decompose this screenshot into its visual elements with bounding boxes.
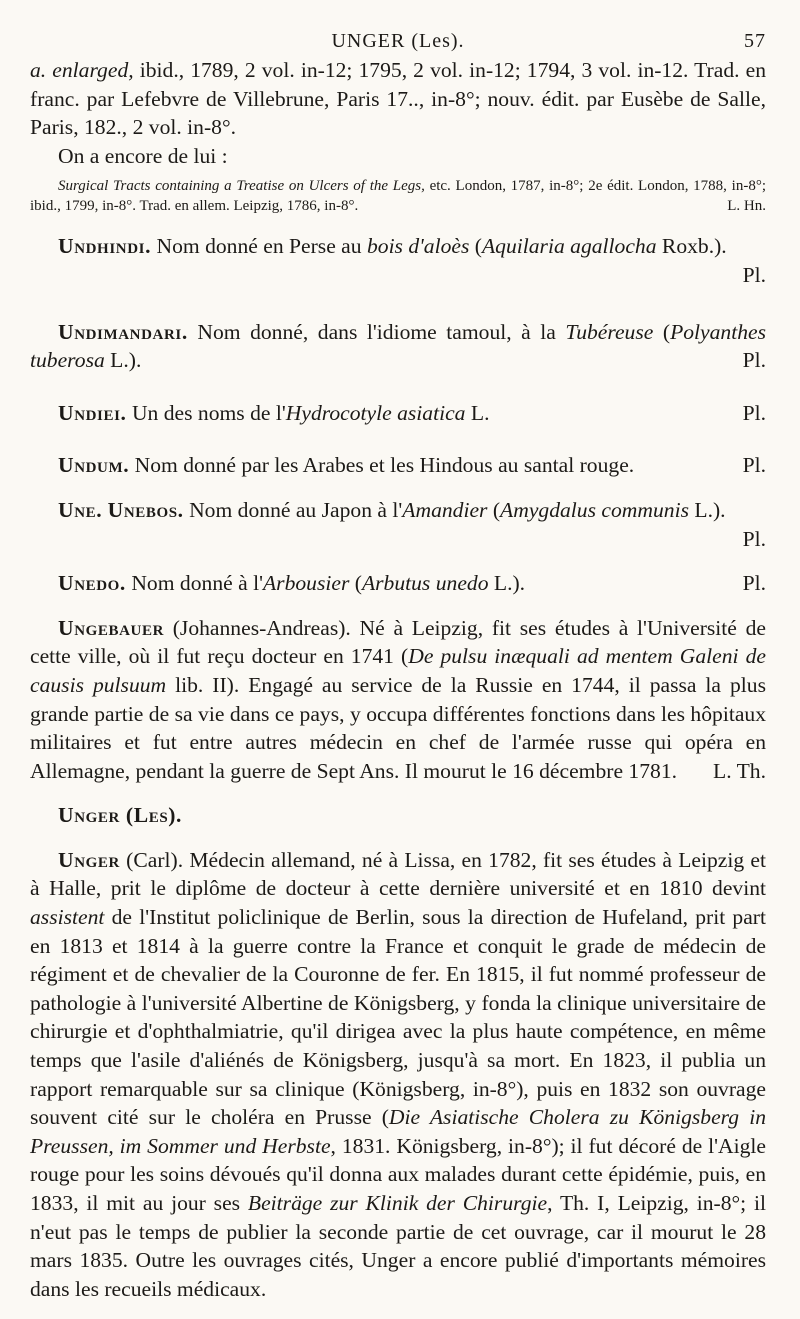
undum-text1: Nom donné par les Arabes et les Hindous au santal rouge. (129, 453, 635, 478)
entry-undum (30, 451, 766, 480)
unger-carl-text4: , Th. I, Leipzig, in-8°; il n'eut pas le temps de publier la seconde partie de cet ouvrage, car il mourut le 28 mars 1835. Outre les ouvrages cités, Unger a encore publié d'importants mémoires dans les recueils médicaux. (30, 1191, 766, 1301)
page-number: 57 (744, 30, 766, 52)
headword-undimandari: Undimandari. (58, 319, 188, 344)
une-italic2: Amygdalus communis (500, 497, 689, 522)
undimandari-text2: ( (653, 319, 671, 344)
headword-undhindi: Undhindi. (58, 234, 152, 259)
intro-italic: a. enlarged, (30, 58, 134, 82)
unger-carl-text1: (Carl). Médecin allemand, né à Lissa, en 1782, fit ses études à Leipzig et à Halle, prit le diplôme de docteur à cette dernière université et en 1810 devint (30, 847, 766, 901)
surgical-tracts-entry (30, 176, 766, 216)
entry-une-unebos (30, 496, 766, 553)
entry-unedo (30, 569, 766, 598)
undhindi-text3: Roxb.). (656, 234, 727, 259)
unger-carl-italic3: Beiträge zur Klinik der Chirurgie (247, 1191, 548, 1215)
unger-carl-italic1: assistent (30, 905, 105, 930)
undiei-italic1: Hydrocotyle asiatica (285, 400, 466, 425)
entry-undhindi (30, 232, 766, 289)
unedo-italic1: Arbousier (262, 571, 350, 596)
undimandari-italic1: Tubéreuse (565, 319, 654, 344)
undhindi-signature: Pl. (742, 262, 766, 287)
headword-une: Une. (58, 497, 103, 522)
entry-undimandari (30, 318, 766, 375)
entry-unger-les (30, 801, 766, 830)
headword-unger-carl: Unger (58, 847, 120, 872)
undimandari-italic2: Polyanthes tuberosa (30, 319, 767, 373)
undiei-signature: Pl. (742, 400, 766, 425)
unedo-signature: Pl. (742, 571, 766, 596)
undimandari-text1: Nom donné, dans l'idiome tamoul, à la (187, 319, 566, 344)
une-text2: ( (487, 497, 501, 522)
ungebauer-signature: L. Th. (713, 758, 766, 783)
une-signature: Pl. (742, 526, 766, 551)
page-header (30, 22, 766, 56)
unger-carl-italic2: Die Asiatische Cholera zu Königsberg in Preussen, im Sommer und Herbste (30, 1105, 767, 1158)
surgical-signature: L. Hn. (727, 198, 766, 215)
unedo-text1: Nom donné à l' (125, 571, 263, 596)
undhindi-italic1: bois d'aloès (366, 234, 470, 259)
ungebauer-italic1: De pulsu inæquali ad mentem Galeni de causis pulsuum (30, 644, 766, 697)
intro-paragraph (30, 56, 766, 142)
headword-ungebauer: Ungebauer (58, 615, 165, 640)
unger-carl-text3: , 1831. Königsberg, in-8°); il fut décoré de l'Aigle rouge pour les soins dévoués qu'il donna aux malades durant cette épidémie, puis, en 1833, il mit au jour ses (30, 1133, 766, 1215)
encore-line: On a encore de lui : (58, 143, 228, 168)
headword-undum: Undum. (58, 453, 130, 478)
unedo-text2: ( (349, 571, 362, 596)
entry-undiei (30, 399, 766, 428)
une-italic1: Amandier (402, 497, 488, 522)
ungebauer-text2: lib. II). Engagé au service de la Russie en 1744, il passa la plus grande partie de sa vie dans ce pays, y occupa différentes fonctions dans les hôpitaux militaires et fut entre autres médecin en chef de l'armée russe qui opéra en Allemagne, pendant la guerre de Sept Ans. Il mourut le 16 décembre 1781. (30, 672, 766, 783)
headword-unebos: Unebos. (107, 497, 184, 522)
undimandari-signature: Pl. (742, 348, 766, 373)
undiei-text1: Un des noms de l' (126, 400, 286, 425)
undhindi-italic2: Aquilaria agallocha (481, 234, 657, 259)
undum-signature: Pl. (742, 453, 766, 478)
surgical-title: Surgical Tracts containing a Treatise on Ulcers of the Legs, (58, 178, 425, 195)
ungebauer-text1: (Johannes-Andreas). Né à Leipzig, fit ses études à l'Université de cette ville, où il fut reçu docteur en 1741 ( (30, 615, 766, 669)
entry-unger-carl (30, 846, 766, 1304)
undhindi-text1: Nom donné en Perse au (151, 234, 367, 259)
une-text3: L.). (688, 497, 726, 522)
undiei-text2: L. (465, 400, 490, 425)
headword-undiei: Undiei. (58, 400, 127, 425)
unger-carl-text2: de l'Institut policlinique de Berlin, sous la direction de Hufeland, prit part en 1813 et 1814 à la guerre contre la France et conquit le grade de médecin de régiment et de chevalier de la Couronne de fer. En 1815, il fut nommé professeur de pathologie à l'université Albertine de Königsberg, y fonda la clinique universitaire de chirurgie et d'ophthalmiatrie, qu'il dirigea avec la plus haute compétence, en même temps que l'asile d'aliénés de Königsberg, jusqu'à sa mort. En 1823, il publia un rapport remarquable sur sa clinique (Königsberg, in-8°), puis en 1832 son ouvrage souvent cité sur le choléra en Prusse ( (30, 905, 766, 1130)
running-title: UNGER (Les). (331, 30, 465, 52)
surgical-text: etc. London, 1787, in-8°; 2e édit. London, 1788, in-8°; ibid., 1799, in-8°. Trad. en allem. Leipzig, 1786, in-8°. (30, 178, 766, 215)
undimandari-text3: L.). (104, 348, 142, 373)
headword-unedo: Unedo. (58, 571, 126, 596)
une-text1: Nom donné au Japon à l' (183, 497, 403, 522)
undhindi-text2: ( (469, 234, 482, 259)
unedo-text3: L.). (488, 571, 526, 596)
intro-text: ibid., 1789, 2 vol. in-12; 1795, 2 vol. in-12; 1794, 3 vol. in-12. Trad. en franc. par Lefebvre de Villebrune, Paris 17.., in-8°; nouv. édit. par Eusèbe de Salle, Paris, 182., 2 vol. in-8°. (30, 58, 766, 140)
headword-unger-les: Unger (Les). (58, 803, 183, 828)
entry-ungebauer (30, 614, 766, 786)
unedo-italic2: Arbutus unedo (361, 571, 489, 596)
